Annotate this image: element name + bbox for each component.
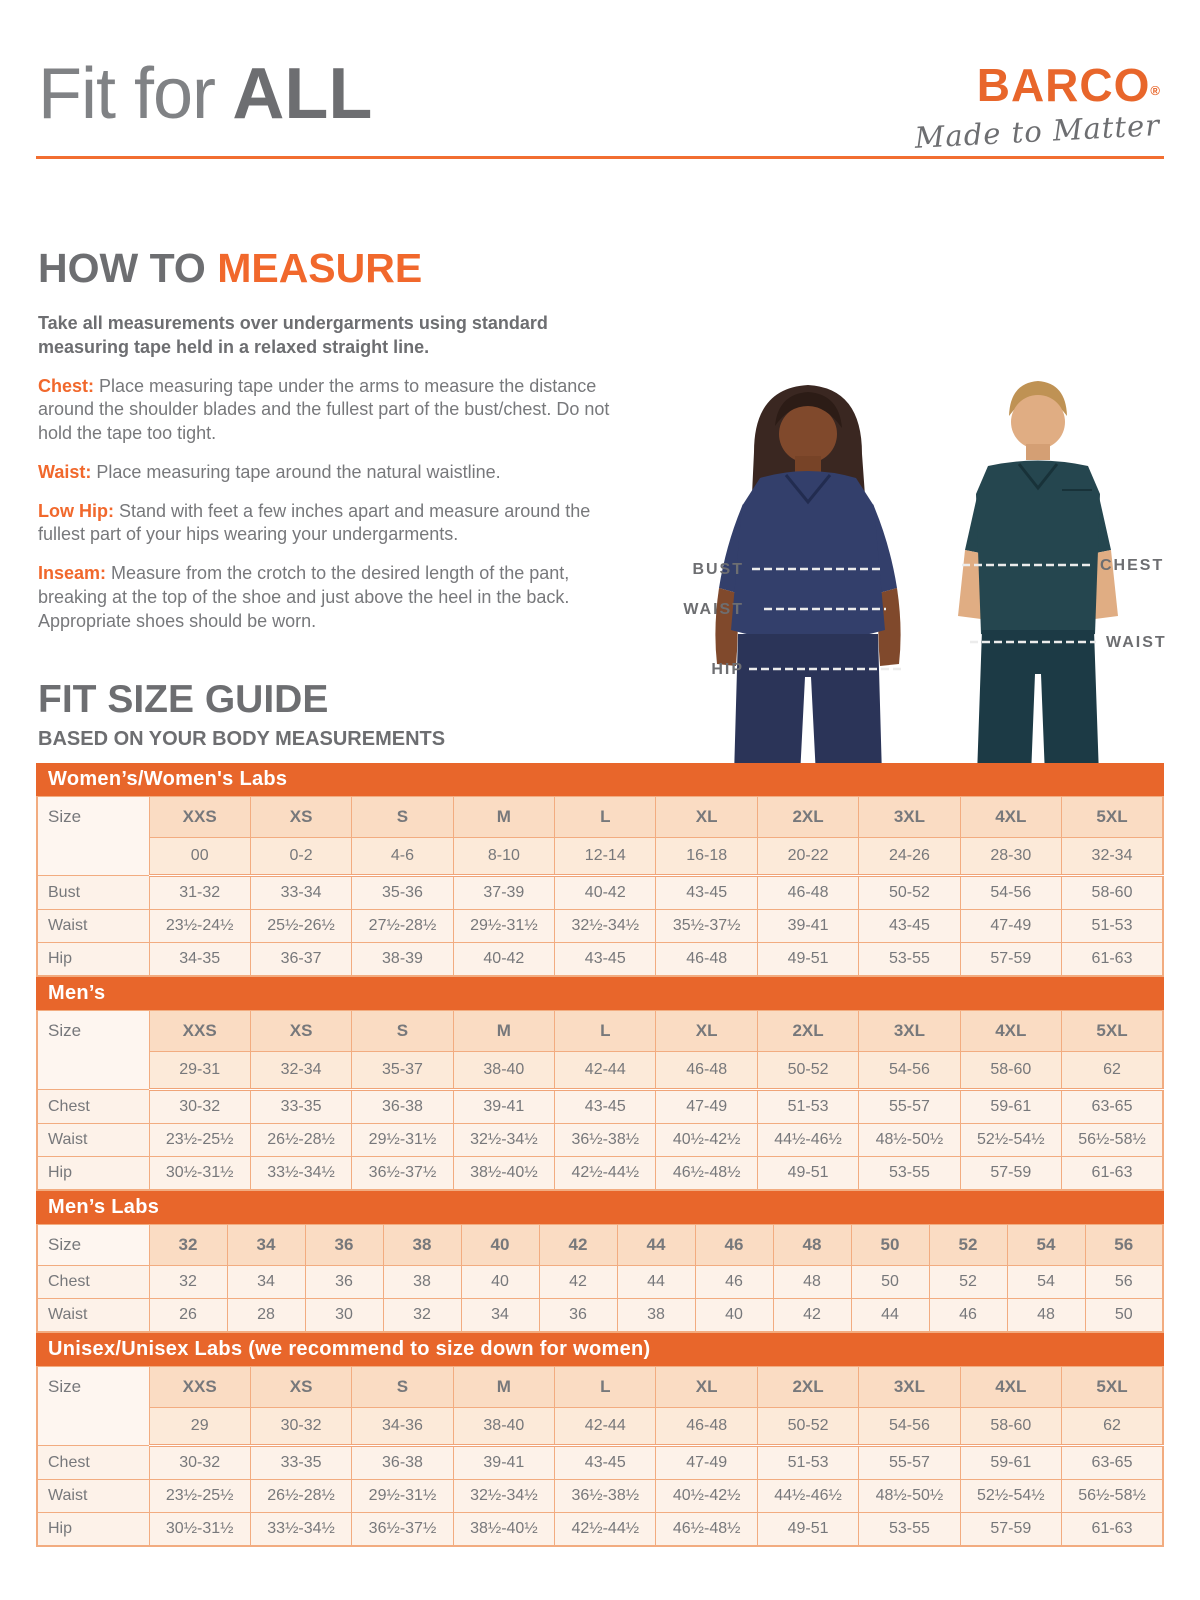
size-table	[36, 977, 1164, 1191]
value-cell: 53-55	[859, 943, 960, 977]
how-to-measure-section	[38, 245, 616, 633]
value-cell: 39-41	[453, 1090, 554, 1124]
value-cell: 35½-37½	[656, 910, 757, 943]
table-row	[37, 1124, 1163, 1157]
value-cell: 44½-46½	[757, 1124, 858, 1157]
value-cell: 33½-34½	[250, 1513, 351, 1547]
measure-item-waist	[38, 461, 616, 485]
value-cell: 23½-25½	[149, 1124, 250, 1157]
size-header-cell: 4XL	[960, 1011, 1061, 1052]
numeric-size-cell: 20-22	[757, 838, 858, 876]
value-cell: 42	[539, 1266, 617, 1299]
size-header-cell: 3XL	[859, 1011, 960, 1052]
registered-mark-icon: ®	[1150, 83, 1160, 98]
value-cell: 57-59	[960, 1513, 1061, 1547]
value-cell: 36	[539, 1299, 617, 1333]
size-table	[36, 763, 1164, 977]
size-grid	[36, 796, 1164, 977]
value-cell: 26½-28½	[250, 1480, 351, 1513]
value-cell: 39-41	[757, 910, 858, 943]
size-header-cell: 52	[929, 1225, 1007, 1266]
size-header-cell: 40	[461, 1225, 539, 1266]
numeric-size-row	[37, 1408, 1163, 1446]
table-banner: Unisex/Unisex Labs (we recommend to size down for women)	[36, 1333, 1164, 1366]
numeric-size-cell: 62	[1062, 1052, 1163, 1090]
size-grid	[36, 1224, 1164, 1333]
value-cell: 34-35	[149, 943, 250, 977]
size-header-cell: 44	[617, 1225, 695, 1266]
value-cell: 59-61	[960, 1090, 1061, 1124]
row-label-cell: Hip	[37, 1513, 149, 1547]
value-cell: 44½-46½	[757, 1480, 858, 1513]
numeric-size-cell: 54-56	[859, 1408, 960, 1446]
value-cell: 32½-34½	[555, 910, 656, 943]
value-cell: 47-49	[960, 910, 1061, 943]
value-cell: 33-35	[250, 1090, 351, 1124]
value-cell: 37-39	[453, 876, 554, 910]
size-header-row	[37, 797, 1163, 838]
value-cell: 30½-31½	[149, 1513, 250, 1547]
size-grid	[36, 1366, 1164, 1547]
value-cell: 43-45	[656, 876, 757, 910]
bust-label: BUST	[692, 561, 744, 578]
size-table	[36, 1333, 1164, 1547]
table-row	[37, 1090, 1163, 1124]
value-cell: 34	[461, 1299, 539, 1333]
value-cell: 52½-54½	[960, 1124, 1061, 1157]
size-header-cell: 4XL	[960, 1367, 1061, 1408]
size-header-cell: XXS	[149, 1367, 250, 1408]
size-label-cell: Size	[37, 1367, 149, 1446]
row-label-cell: Waist	[37, 1299, 149, 1333]
value-cell: 46½-48½	[656, 1513, 757, 1547]
size-header-cell: XXS	[149, 797, 250, 838]
value-cell: 61-63	[1062, 1157, 1163, 1191]
size-header-cell: M	[453, 1367, 554, 1408]
models-illustration	[648, 372, 1200, 776]
size-header-cell: XL	[656, 1367, 757, 1408]
size-header-cell: L	[555, 797, 656, 838]
numeric-size-cell: 42-44	[555, 1408, 656, 1446]
size-header-cell: 3XL	[859, 1367, 960, 1408]
numeric-size-cell: 4-6	[352, 838, 453, 876]
fit-size-guide-title: FIT SIZE GUIDE	[38, 678, 329, 721]
value-cell: 38½-40½	[453, 1157, 554, 1191]
value-cell: 55-57	[859, 1090, 960, 1124]
value-cell: 42½-44½	[555, 1157, 656, 1191]
value-cell: 34	[227, 1266, 305, 1299]
size-header-cell: XS	[250, 797, 351, 838]
size-header-cell: 36	[305, 1225, 383, 1266]
numeric-size-cell: 50-52	[757, 1052, 858, 1090]
value-cell: 30½-31½	[149, 1157, 250, 1191]
measure-item-lowhip	[38, 500, 616, 548]
chest-label: CHEST	[1100, 557, 1165, 574]
value-cell: 29½-31½	[352, 1480, 453, 1513]
value-cell: 36½-37½	[352, 1157, 453, 1191]
woman-waist-label: WAIST	[683, 601, 744, 618]
numeric-size-cell: 32-34	[1062, 838, 1163, 876]
value-cell: 55-57	[859, 1446, 960, 1480]
table-row	[37, 943, 1163, 977]
row-label-cell: Waist	[37, 1480, 149, 1513]
value-cell: 44	[851, 1299, 929, 1333]
size-header-cell: XS	[250, 1367, 351, 1408]
row-label-cell: Bust	[37, 876, 149, 910]
value-cell: 38	[617, 1299, 695, 1333]
measure-item-label: Chest:	[38, 375, 95, 396]
table-row	[37, 910, 1163, 943]
row-label-cell: Hip	[37, 943, 149, 977]
value-cell: 40½-42½	[656, 1124, 757, 1157]
measure-item-label: Inseam:	[38, 563, 107, 584]
numeric-size-cell: 35-37	[352, 1052, 453, 1090]
value-cell: 39-41	[453, 1446, 554, 1480]
size-header-cell: 32	[149, 1225, 227, 1266]
numeric-size-cell: 29	[149, 1408, 250, 1446]
size-label-cell: Size	[37, 797, 149, 876]
value-cell: 51-53	[757, 1446, 858, 1480]
numeric-size-cell: 42-44	[555, 1052, 656, 1090]
woman-model	[715, 385, 900, 776]
numeric-size-cell: 16-18	[656, 838, 757, 876]
value-cell: 48	[773, 1266, 851, 1299]
value-cell: 58-60	[1062, 876, 1163, 910]
size-header-cell: M	[453, 797, 554, 838]
value-cell: 59-61	[960, 1446, 1061, 1480]
value-cell: 46	[929, 1299, 1007, 1333]
value-cell: 36	[305, 1266, 383, 1299]
fit-size-guide-subtitle: BASED ON YOUR BODY MEASUREMENTS	[38, 728, 446, 750]
size-header-cell: S	[352, 1011, 453, 1052]
numeric-size-cell: 34-36	[352, 1408, 453, 1446]
brand-logo	[900, 59, 1161, 155]
value-cell: 32½-34½	[453, 1480, 554, 1513]
size-header-row	[37, 1225, 1163, 1266]
value-cell: 46	[695, 1266, 773, 1299]
value-cell: 38½-40½	[453, 1513, 554, 1547]
size-header-cell: XS	[250, 1011, 351, 1052]
size-header-row	[37, 1011, 1163, 1052]
numeric-size-cell: 8-10	[453, 838, 554, 876]
value-cell: 36½-38½	[555, 1480, 656, 1513]
numeric-size-cell: 30-32	[250, 1408, 351, 1446]
numeric-size-cell: 12-14	[555, 838, 656, 876]
value-cell: 52½-54½	[960, 1480, 1061, 1513]
value-cell: 50-52	[859, 876, 960, 910]
table-row	[37, 876, 1163, 910]
value-cell: 42	[773, 1299, 851, 1333]
numeric-size-row	[37, 1052, 1163, 1090]
value-cell: 43-45	[555, 1090, 656, 1124]
value-cell: 36-38	[352, 1446, 453, 1480]
numeric-size-cell: 58-60	[960, 1408, 1061, 1446]
value-cell: 36½-38½	[555, 1124, 656, 1157]
value-cell: 31-32	[149, 876, 250, 910]
measure-item-text: Stand with feet a few inches apart and measure around the fullest part of your hips wearing your undergarments.	[38, 500, 591, 545]
row-label-cell: Chest	[37, 1446, 149, 1480]
size-header-cell: 34	[227, 1225, 305, 1266]
value-cell: 43-45	[555, 1446, 656, 1480]
fit-size-guide-heading	[38, 680, 445, 751]
value-cell: 40	[461, 1266, 539, 1299]
size-grid	[36, 1010, 1164, 1191]
size-header-cell: 48	[773, 1225, 851, 1266]
size-header-cell: L	[555, 1011, 656, 1052]
value-cell: 63-65	[1062, 1446, 1163, 1480]
value-cell: 33-35	[250, 1446, 351, 1480]
numeric-size-cell: 62	[1062, 1408, 1163, 1446]
size-header-cell: 3XL	[859, 797, 960, 838]
value-cell: 57-59	[960, 943, 1061, 977]
value-cell: 54	[1007, 1266, 1085, 1299]
measure-item-label: Low Hip:	[38, 500, 114, 521]
value-cell: 29½-31½	[352, 1124, 453, 1157]
size-header-cell: 2XL	[757, 1367, 858, 1408]
value-cell: 32	[149, 1266, 227, 1299]
table-banner: Women’s/Women's Labs	[36, 763, 1164, 796]
value-cell: 43-45	[555, 943, 656, 977]
value-cell: 38	[383, 1266, 461, 1299]
size-label-cell: Size	[37, 1011, 149, 1090]
value-cell: 49-51	[757, 1157, 858, 1191]
table-banner: Men’s	[36, 977, 1164, 1010]
value-cell: 30	[305, 1299, 383, 1333]
value-cell: 63-65	[1062, 1090, 1163, 1124]
value-cell: 40½-42½	[656, 1480, 757, 1513]
measure-item-inseam	[38, 562, 616, 633]
title-orange-part: MEASURE	[217, 245, 423, 291]
numeric-size-cell: 0-2	[250, 838, 351, 876]
man-model	[958, 381, 1118, 776]
value-cell: 47-49	[656, 1090, 757, 1124]
size-tables	[36, 763, 1164, 1547]
measure-item-chest	[38, 375, 616, 446]
size-header-cell: 56	[1085, 1225, 1163, 1266]
value-cell: 50	[1085, 1299, 1163, 1333]
size-label-cell: Size	[37, 1225, 149, 1266]
row-label-cell: Waist	[37, 910, 149, 943]
value-cell: 40-42	[555, 876, 656, 910]
row-label-cell: Waist	[37, 1124, 149, 1157]
measure-item-text: Place measuring tape around the natural waistline.	[91, 461, 501, 482]
value-cell: 48½-50½	[859, 1124, 960, 1157]
value-cell: 30-32	[149, 1090, 250, 1124]
numeric-size-cell: 46-48	[656, 1052, 757, 1090]
size-header-cell: 2XL	[757, 797, 858, 838]
numeric-size-cell: 38-40	[453, 1052, 554, 1090]
value-cell: 40-42	[453, 943, 554, 977]
title-gray-part: HOW TO	[38, 245, 218, 291]
value-cell: 36-38	[352, 1090, 453, 1124]
value-cell: 25½-26½	[250, 910, 351, 943]
value-cell: 56	[1085, 1266, 1163, 1299]
value-cell: 29½-31½	[453, 910, 554, 943]
size-header-cell: 5XL	[1062, 797, 1163, 838]
size-header-cell: 5XL	[1062, 1367, 1163, 1408]
value-cell: 47-49	[656, 1446, 757, 1480]
size-header-cell: S	[352, 797, 453, 838]
numeric-size-row	[37, 838, 1163, 876]
value-cell: 26	[149, 1299, 227, 1333]
value-cell: 61-63	[1062, 943, 1163, 977]
size-header-row	[37, 1367, 1163, 1408]
orange-divider	[36, 156, 1164, 159]
size-table	[36, 1191, 1164, 1333]
table-row	[37, 1513, 1163, 1547]
models-photo	[648, 372, 1200, 776]
value-cell: 52	[929, 1266, 1007, 1299]
value-cell: 51-53	[757, 1090, 858, 1124]
value-cell: 53-55	[859, 1513, 960, 1547]
page-title	[38, 54, 373, 134]
size-header-cell: XL	[656, 797, 757, 838]
row-label-cell: Chest	[37, 1090, 149, 1124]
row-label-cell: Hip	[37, 1157, 149, 1191]
man-waist-label: WAIST	[1106, 634, 1167, 651]
numeric-size-cell: 46-48	[656, 1408, 757, 1446]
value-cell: 46-48	[757, 876, 858, 910]
numeric-size-cell: 24-26	[859, 838, 960, 876]
numeric-size-cell: 58-60	[960, 1052, 1061, 1090]
hip-label: HIP	[711, 661, 744, 678]
value-cell: 53-55	[859, 1157, 960, 1191]
size-header-cell: XL	[656, 1011, 757, 1052]
value-cell: 28	[227, 1299, 305, 1333]
value-cell: 46½-48½	[656, 1157, 757, 1191]
brand-name: BARCO	[976, 59, 1151, 111]
table-row	[37, 1157, 1163, 1191]
value-cell: 43-45	[859, 910, 960, 943]
value-cell: 46-48	[656, 943, 757, 977]
measure-item-text: Measure from the crotch to the desired length of the pant, breaking at the top of the shoe and just above the heel in the back. Appropriate shoes should be worn.	[38, 563, 570, 631]
measure-intro: Take all measurements over undergarments using standard measuring tape held in a relaxed straight line.	[38, 313, 548, 358]
value-cell: 33-34	[250, 876, 351, 910]
value-cell: 61-63	[1062, 1513, 1163, 1547]
size-header-cell: XXS	[149, 1011, 250, 1052]
value-cell: 50	[851, 1266, 929, 1299]
size-header-cell: 4XL	[960, 797, 1061, 838]
how-to-measure-title	[38, 245, 616, 291]
value-cell: 49-51	[757, 943, 858, 977]
size-header-cell: M	[453, 1011, 554, 1052]
value-cell: 56½-58½	[1062, 1124, 1163, 1157]
row-label-cell: Chest	[37, 1266, 149, 1299]
value-cell: 38-39	[352, 943, 453, 977]
value-cell: 48½-50½	[859, 1480, 960, 1513]
value-cell: 51-53	[1062, 910, 1163, 943]
value-cell: 32	[383, 1299, 461, 1333]
measure-item-label: Waist:	[38, 461, 92, 482]
value-cell: 30-32	[149, 1446, 250, 1480]
numeric-size-cell: 38-40	[453, 1408, 554, 1446]
numeric-size-cell: 00	[149, 838, 250, 876]
numeric-size-cell: 29-31	[149, 1052, 250, 1090]
table-row	[37, 1266, 1163, 1299]
size-header-cell: L	[555, 1367, 656, 1408]
value-cell: 36-37	[250, 943, 351, 977]
page-title-bold: ALL	[215, 54, 373, 134]
value-cell: 57-59	[960, 1157, 1061, 1191]
size-header-cell: 46	[695, 1225, 773, 1266]
size-header-cell: 38	[383, 1225, 461, 1266]
value-cell: 33½-34½	[250, 1157, 351, 1191]
table-row	[37, 1480, 1163, 1513]
size-header-cell: 54	[1007, 1225, 1085, 1266]
size-header-cell: 42	[539, 1225, 617, 1266]
value-cell: 26½-28½	[250, 1124, 351, 1157]
size-header-cell: 50	[851, 1225, 929, 1266]
value-cell: 35-36	[352, 876, 453, 910]
brand-tagline: Made to Matter	[913, 108, 1161, 155]
table-row	[37, 1446, 1163, 1480]
value-cell: 23½-25½	[149, 1480, 250, 1513]
value-cell: 54-56	[960, 876, 1061, 910]
numeric-size-cell: 32-34	[250, 1052, 351, 1090]
measure-item-text: Place measuring tape under the arms to measure the distance around the shoulder blades and the fullest part of the bust/chest. Do not hold the tape too tight.	[38, 375, 610, 444]
value-cell: 40	[695, 1299, 773, 1333]
numeric-size-cell: 50-52	[757, 1408, 858, 1446]
numeric-size-cell: 54-56	[859, 1052, 960, 1090]
value-cell: 36½-37½	[352, 1513, 453, 1547]
numeric-size-cell: 28-30	[960, 838, 1061, 876]
page-title-light: Fit for	[38, 54, 216, 134]
size-header-cell: 5XL	[1062, 1011, 1163, 1052]
value-cell: 32½-34½	[453, 1124, 554, 1157]
value-cell: 49-51	[757, 1513, 858, 1547]
size-header-cell: 2XL	[757, 1011, 858, 1052]
value-cell: 23½-24½	[149, 910, 250, 943]
size-header-cell: S	[352, 1367, 453, 1408]
value-cell: 42½-44½	[555, 1513, 656, 1547]
table-banner: Men’s Labs	[36, 1191, 1164, 1224]
value-cell: 44	[617, 1266, 695, 1299]
value-cell: 56½-58½	[1062, 1480, 1163, 1513]
value-cell: 48	[1007, 1299, 1085, 1333]
value-cell: 27½-28½	[352, 910, 453, 943]
table-row	[37, 1299, 1163, 1333]
